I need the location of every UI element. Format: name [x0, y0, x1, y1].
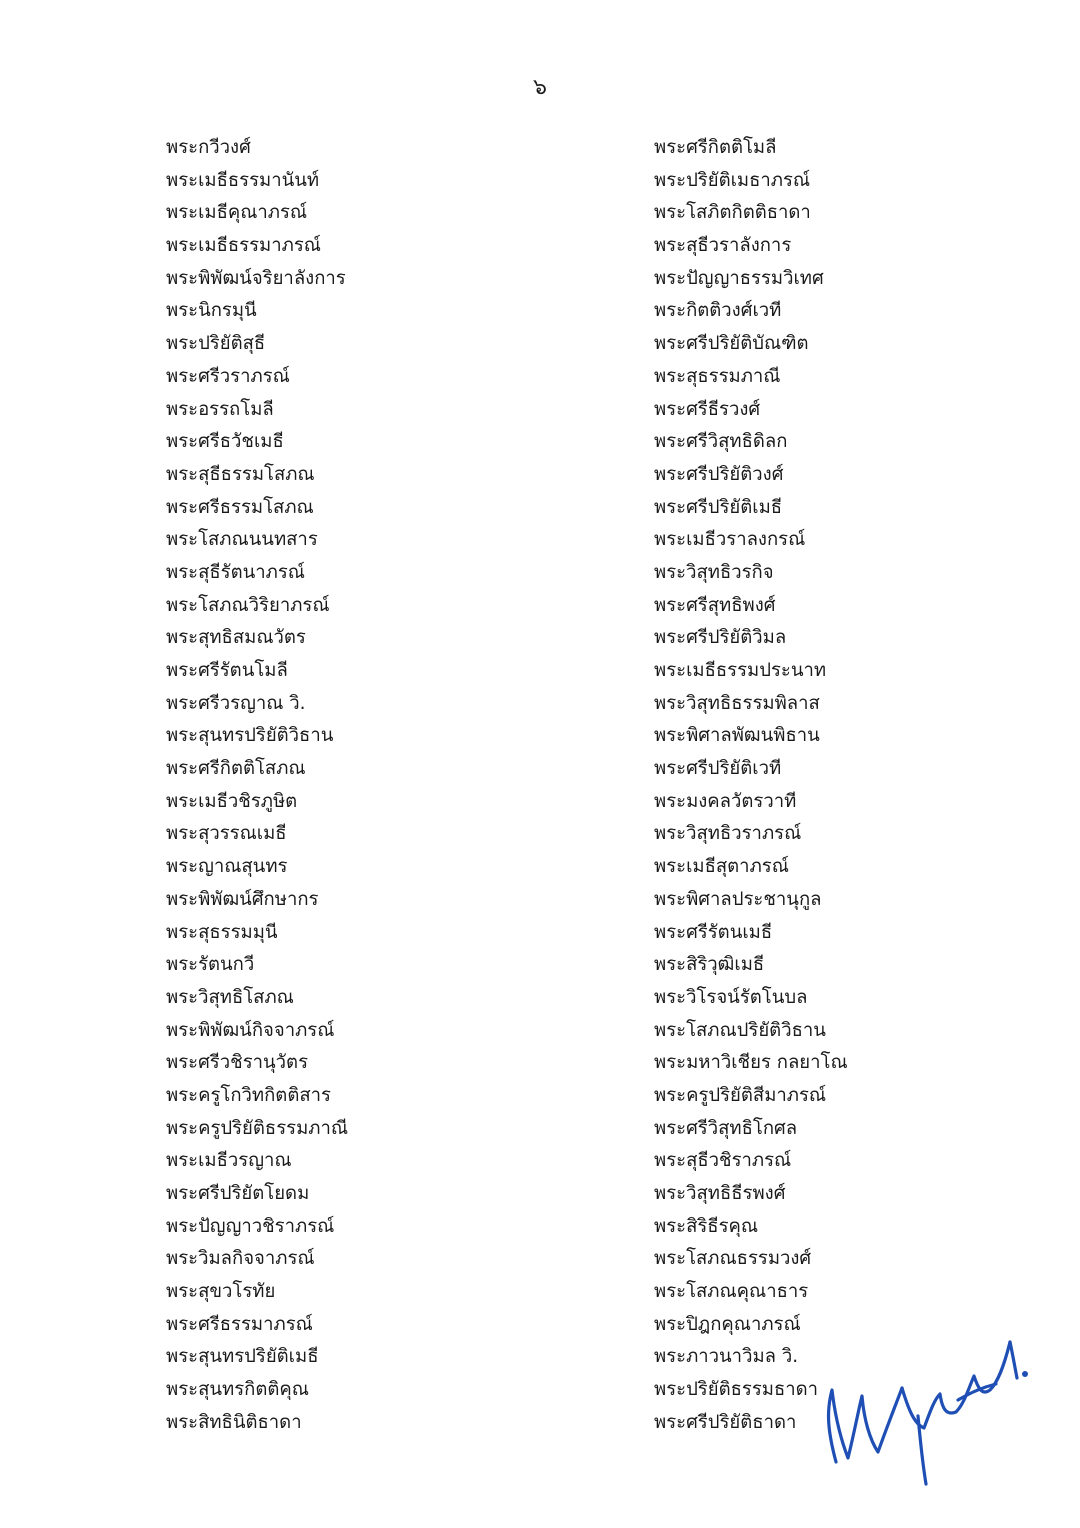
name-list-item: พระสุธรรมมุนี	[166, 921, 278, 943]
name-list-item: พระเมธีธรรมานันท์	[166, 169, 320, 191]
name-list-item: พระวิสุทธิวราภรณ์	[654, 823, 802, 845]
name-list-item: พระโสภณวิริยาภรณ์	[166, 594, 330, 616]
name-list-item: พระพิพัฒน์จริยาลังการ	[166, 267, 346, 289]
name-list-item: พระญาณสุนทร	[166, 856, 288, 878]
name-list-item: พระเมธีธรรมาภรณ์	[166, 235, 321, 257]
name-list-item: พระศรีปริยัติวงศ์	[654, 463, 784, 485]
name-list-item: พระสุขวโรทัย	[166, 1281, 276, 1303]
name-list-item: พระสุนทรปริยัติวิธาน	[166, 725, 334, 747]
name-list-item: พระศรีธรรมาภรณ์	[166, 1313, 313, 1335]
name-list-item: พระวิสุทธิโสภณ	[166, 986, 294, 1008]
name-list-item: พระศรีรัตนโมลี	[166, 660, 288, 681]
name-list-item: พระเมธีวรญาณ	[166, 1150, 292, 1172]
name-list-item: พระศรีธวัชเมธี	[166, 431, 284, 453]
name-list-item: พระศรีวราภรณ์	[166, 365, 290, 387]
name-list-item: พระสิทธินิติธาดา	[166, 1411, 302, 1433]
name-list-item: พระศรีสุทธิพงศ์	[654, 594, 776, 616]
name-list-item: พระสิริวุฒิเมธี	[654, 954, 765, 976]
name-list-item: พระเมธีสุตาภรณ์	[654, 856, 789, 878]
name-list-item: พระเมธีธรรมประนาท	[654, 660, 827, 681]
name-list-item: พระครูปริยัติสีมาภรณ์	[654, 1084, 827, 1106]
name-list-item: พระสุนทรกิตติคุณ	[166, 1379, 309, 1401]
name-list-item: พระศรีปริยัติเวที	[654, 758, 782, 780]
name-list-item: พระกิตติวงศ์เวที	[654, 300, 782, 322]
name-list-item: พระศรีกิตติโสภณ	[166, 758, 306, 780]
name-list-item: พระโสภณปริยัติวิธาน	[654, 1019, 826, 1041]
name-list-item: พระพิพัฒน์ศึกษากร	[166, 888, 319, 910]
name-list-item: พระศรีปริยัติเมธี	[654, 496, 783, 518]
right-name-list	[654, 132, 984, 1440]
name-list-item: พระปริยัติธรรมธาดา	[654, 1379, 819, 1401]
left-name-list	[166, 132, 586, 1440]
name-list-item: พระปริยัติสุธี	[166, 333, 266, 355]
name-list-item: พระสุธรรมภาณี	[654, 365, 781, 387]
name-list-item: พระโสภิตกิตติธาดา	[654, 202, 811, 224]
name-list-item: พระสุธีวชิราภรณ์	[654, 1150, 792, 1172]
name-list-item: พระวิโรจน์รัตโนบล	[654, 986, 808, 1008]
name-list-item: พระปริยัติเมธาภรณ์	[654, 169, 811, 191]
name-list-item: พระอรรถโมลี	[166, 398, 274, 420]
name-list-item: พระสุธีรัตนาภรณ์	[166, 561, 305, 583]
name-list-item: พระศรีวรญาณ วิ.	[166, 692, 306, 714]
name-list-item: พระศรีวิสุทธิโกศล	[654, 1117, 798, 1139]
name-list-item: พระพิศาลประชานุกูล	[654, 888, 822, 910]
name-list-item: พระพิพัฒน์กิจจาภรณ์	[166, 1019, 335, 1041]
name-list-item: พระโสภณคุณาธาร	[654, 1281, 809, 1303]
name-list-item: พระศรีปริยัติวิมล	[654, 627, 787, 649]
name-list-item: พระศรีวิสุทธิดิลก	[654, 431, 788, 453]
name-list-item: พระเมธีวราลงกรณ์	[654, 529, 806, 551]
name-list-item: พระศรีปริยัตโยดม	[166, 1183, 310, 1204]
name-list-item: พระเมธีวชิรภูษิต	[166, 790, 298, 812]
name-list-item: พระปัญญาธรรมวิเทศ	[654, 267, 824, 289]
name-list-item: พระมหาวิเชียร กลยาโณ	[654, 1052, 848, 1074]
name-list-item: พระปิฎกคุณาภรณ์	[654, 1313, 801, 1335]
name-list-item: พระศรีธีรวงศ์	[654, 398, 761, 420]
name-list-item: พระสุนทรปริยัติเมธี	[166, 1346, 319, 1368]
name-list-item: พระสุธีวราลังการ	[654, 235, 792, 257]
name-list-item: พระกวีวงศ์	[166, 137, 251, 158]
name-list-item: พระศรีรัตนเมธี	[654, 921, 773, 943]
name-list-item: พระนิกรมุนี	[166, 300, 257, 322]
name-list-item: พระสุทธิสมณวัตร	[166, 627, 306, 649]
name-list-item: พระศรีวชิรานุวัตร	[166, 1052, 309, 1074]
name-list-item: พระรัตนกวี	[166, 954, 255, 976]
name-list-item: พระสิริธีรคุณ	[654, 1215, 759, 1237]
handwritten-signature	[818, 1312, 1033, 1502]
name-list-item: พระเมธีคุณาภรณ์	[166, 202, 308, 224]
name-list-item: พระวิสุทธิธีรพงศ์	[654, 1183, 786, 1204]
name-list-item: พระวิสุทธิวรกิจ	[654, 561, 774, 583]
name-list-item: พระภาวนาวิมล วิ.	[654, 1346, 799, 1368]
page-number: ๖	[533, 75, 547, 100]
name-list-item: พระโสภณธรรมวงศ์	[654, 1248, 812, 1270]
name-list-item: พระสุวรรณเมธี	[166, 823, 287, 845]
name-list-item: พระพิศาลพัฒนพิธาน	[654, 725, 820, 747]
name-list-item: พระวิมลกิจจาภรณ์	[166, 1248, 315, 1270]
name-list-item: พระมงคลวัตรวาที	[654, 790, 797, 812]
name-list-item: พระศรีปริยัติบัณฑิต	[654, 333, 809, 355]
name-list-item: พระปัญญาวชิราภรณ์	[166, 1215, 335, 1237]
name-list-item: พระสุธีธรรมโสภณ	[166, 463, 315, 485]
name-list-item: พระครูโกวิทกิตติสาร	[166, 1084, 331, 1106]
name-list-item: พระศรีกิตติโมลี	[654, 137, 777, 158]
name-list-item: พระวิสุทธิธรรมพิลาส	[654, 692, 820, 714]
name-list-item: พระศรีปริยัติธาดา	[654, 1411, 797, 1433]
name-list-item: พระโสภณนนทสาร	[166, 529, 318, 551]
name-list-item: พระศรีธรรมโสภณ	[166, 496, 314, 518]
name-list-item: พระครูปริยัติธรรมภาณี	[166, 1117, 349, 1139]
